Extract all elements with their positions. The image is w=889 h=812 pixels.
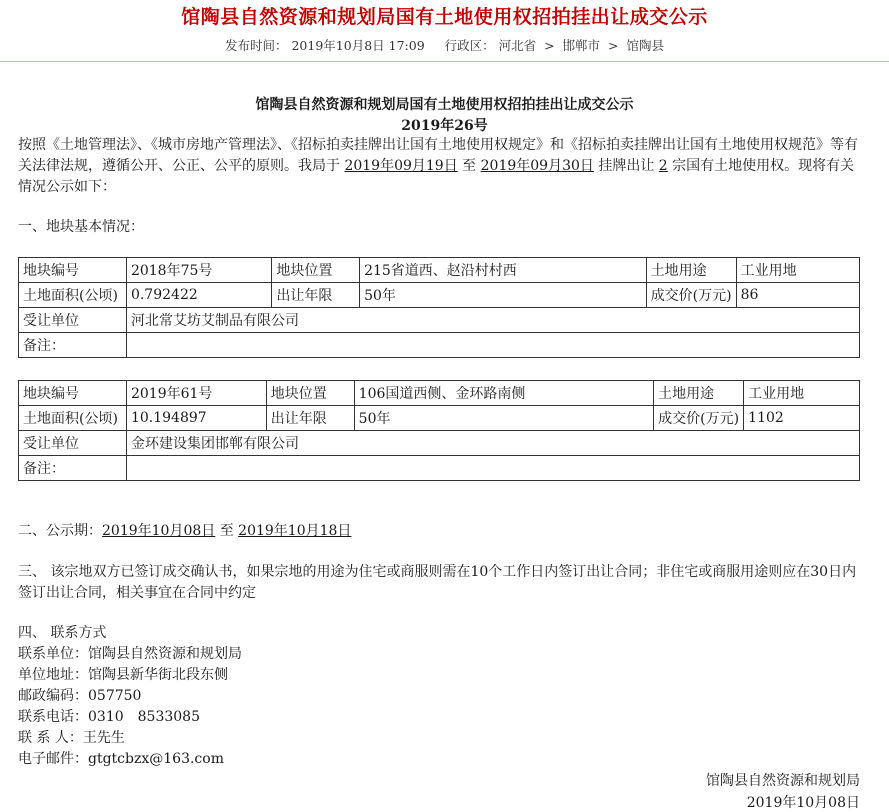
- table-row: [19, 283, 860, 308]
- page-title: 馆陶县自然资源和规划局国有土地使用权招拍挂出让成交公示: [181, 6, 708, 28]
- label-price: 成交价(万元): [654, 406, 744, 431]
- intro-to: 至: [457, 158, 481, 174]
- parcel-remark: [126, 456, 859, 481]
- contact-address: 单位地址：馆陶县新华街北段东侧: [18, 667, 228, 683]
- region-province-link[interactable]: 河北省: [498, 38, 537, 53]
- breadcrumb-separator: >: [608, 38, 619, 53]
- breadcrumb-separator: >: [544, 38, 555, 53]
- contact-email: 电子邮件：gtgtcbzx@163.com: [18, 751, 224, 767]
- intro-text: 按照《土地管理法》、《城市房地产管理法》、《招标拍卖挂牌出让国有土地使用权规定》和《招标拍卖挂牌出让国有土地使用权规范》等有关法律法规，遵循公开、公正、公平的原则。我局于: [18, 137, 858, 174]
- label-term: 出让年限: [272, 283, 360, 308]
- section3-paragraph: 三、 该宗地双方已签订成交确认书，如果宗地的用途为住宅或商服则需在10个工作日内签订出让合同；非住宅或商服用途则应在30日内签订出让合同，相关事宜在合同中约定: [18, 564, 857, 601]
- label-parcel-no: 地块编号: [19, 258, 127, 283]
- notice-title: 馆陶县自然资源和规划局国有土地使用权招拍挂出让成交公示: [255, 97, 634, 113]
- table-row: [19, 431, 860, 456]
- intro-paragraph: [18, 135, 868, 198]
- label-term: 出让年限: [266, 406, 354, 431]
- table-row: [19, 333, 860, 358]
- parcel-grantee: 金环建设集团邯郸有限公司: [126, 431, 859, 456]
- contact-phone: 联系电话：0310 8533085: [18, 709, 200, 725]
- parcel-count: 2: [658, 158, 668, 174]
- parcel-usage: 工业用地: [736, 258, 859, 283]
- table-row: [19, 308, 860, 333]
- section4-heading: 四、 联系方式: [18, 625, 107, 641]
- label-remark: 备注：: [19, 456, 127, 481]
- intro-text: 挂牌出让: [593, 158, 659, 174]
- parcel-area: 10.194897: [126, 406, 266, 431]
- parcel-area: 0.792422: [126, 283, 271, 308]
- publish-time: 2019年10月8日 17:09: [291, 38, 425, 53]
- parcel-term: 50年: [354, 406, 654, 431]
- contact-unit: 联系单位：馆陶县自然资源和规划局: [18, 646, 242, 662]
- listing-end-date: 2019年09月30日: [480, 158, 594, 174]
- label-area: 土地面积(公顷): [19, 283, 127, 308]
- parcel-grantee: 河北常艾坊艾制品有限公司: [126, 308, 859, 333]
- parcel-remark: [126, 333, 859, 358]
- signature-date: 2019年10月08日: [746, 795, 860, 811]
- label-price: 成交价(万元): [646, 283, 736, 308]
- parcel-location: 106国道西侧、金环路南侧: [354, 381, 654, 406]
- label-grantee: 受让单位: [19, 308, 127, 333]
- label-remark: 备注：: [19, 333, 127, 358]
- section2-heading: 二、公示期：: [18, 523, 102, 539]
- table-row: [19, 258, 860, 283]
- section1-heading: 一、地块基本情况：: [18, 219, 144, 235]
- region-city-link[interactable]: 邯郸市: [562, 38, 601, 53]
- label-grantee: 受让单位: [19, 431, 127, 456]
- contact-person: 联 系 人：王先生: [18, 730, 125, 746]
- publicity-start-date: 2019年10月08日: [102, 523, 216, 539]
- signature-org: 馆陶县自然资源和规划局: [706, 773, 860, 789]
- parcel-price: 1102: [744, 406, 860, 431]
- publicity-end-date: 2019年10月18日: [238, 523, 352, 539]
- parcel-table: [18, 380, 860, 481]
- table-row: [19, 406, 860, 431]
- label-usage: 土地用途: [646, 258, 736, 283]
- region-county-link[interactable]: 馆陶县: [626, 38, 665, 53]
- parcel-table: [18, 257, 860, 358]
- parcel-location: 215省道西、赵沿村村西: [360, 258, 647, 283]
- label-location: 地块位置: [266, 381, 354, 406]
- table-row: [19, 456, 860, 481]
- listing-start-date: 2019年09月19日: [344, 158, 458, 174]
- section2-to: 至: [215, 523, 239, 539]
- label-parcel-no: 地块编号: [19, 381, 127, 406]
- header-divider: [0, 61, 889, 62]
- label-location: 地块位置: [272, 258, 360, 283]
- label-area: 土地面积(公顷): [19, 406, 127, 431]
- parcel-price: 86: [736, 283, 859, 308]
- table-row: [19, 381, 860, 406]
- publish-label: 发布时间：: [224, 38, 288, 53]
- parcel-term: 50年: [360, 283, 647, 308]
- parcel-no: 2019年61号: [126, 381, 266, 406]
- section2-line: [18, 521, 351, 542]
- intro-text: 宗国有土地使用权。现将有关情况公示如下：: [18, 158, 855, 195]
- notice-number: 2019年26号: [401, 118, 488, 134]
- contact-postcode: 邮政编码：057750: [18, 688, 142, 704]
- region-label: 行政区：: [444, 38, 495, 53]
- label-usage: 土地用途: [654, 381, 744, 406]
- meta-bar: [0, 36, 889, 54]
- parcel-no: 2018年75号: [126, 258, 271, 283]
- parcel-usage: 工业用地: [744, 381, 860, 406]
